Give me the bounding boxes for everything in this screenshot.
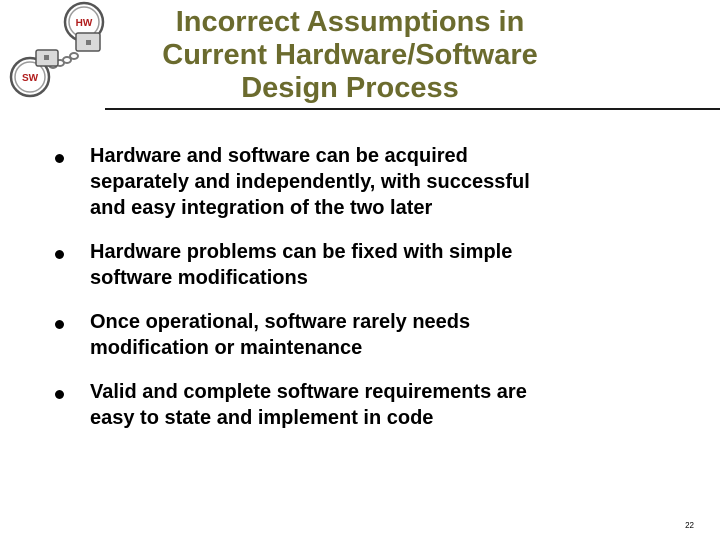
bullet-text [90, 143, 675, 221]
title-line: Incorrect Assumptions in [175, 6, 525, 38]
hw-cuff-icon [65, 3, 103, 51]
bullet-line: software modifications [90, 267, 308, 289]
bullet-line: separately and independently, with successful [90, 171, 530, 193]
bullet-line: Valid and complete software requirements are [90, 381, 527, 403]
page-number: 22 [685, 521, 694, 530]
bullet-text [90, 239, 675, 291]
bullet-text [90, 379, 675, 431]
sw-label: SW [21, 73, 39, 84]
title-line: Design Process [241, 72, 459, 104]
bullet-dot-icon [55, 250, 64, 259]
handcuffs-logo [0, 0, 125, 105]
bullet-dot-icon [55, 390, 64, 399]
bullet-item [55, 239, 675, 291]
bullet-line: easy to state and implement in code [90, 407, 434, 429]
bullet-list [55, 143, 675, 449]
bullet-dot-icon [55, 320, 64, 329]
bullet-line: Once operational, software rarely needs [90, 311, 471, 333]
bullet-item [55, 379, 675, 431]
sw-cuff-icon [11, 50, 58, 96]
title-divider [105, 108, 720, 110]
bullet-line: Hardware problems can be fixed with simple [90, 241, 513, 263]
bullet-line: Hardware and software can be acquired [90, 145, 468, 167]
title-line: Current Hardware/Software [162, 39, 538, 71]
bullet-dot-icon [55, 154, 64, 163]
bullet-item [55, 143, 675, 221]
slide-title [130, 6, 570, 105]
bullet-text [90, 309, 675, 361]
bullet-line: and easy integration of the two later [90, 197, 433, 219]
hw-label: HW [75, 18, 93, 29]
bullet-line: modification or maintenance [90, 337, 363, 359]
bullet-item [55, 309, 675, 361]
